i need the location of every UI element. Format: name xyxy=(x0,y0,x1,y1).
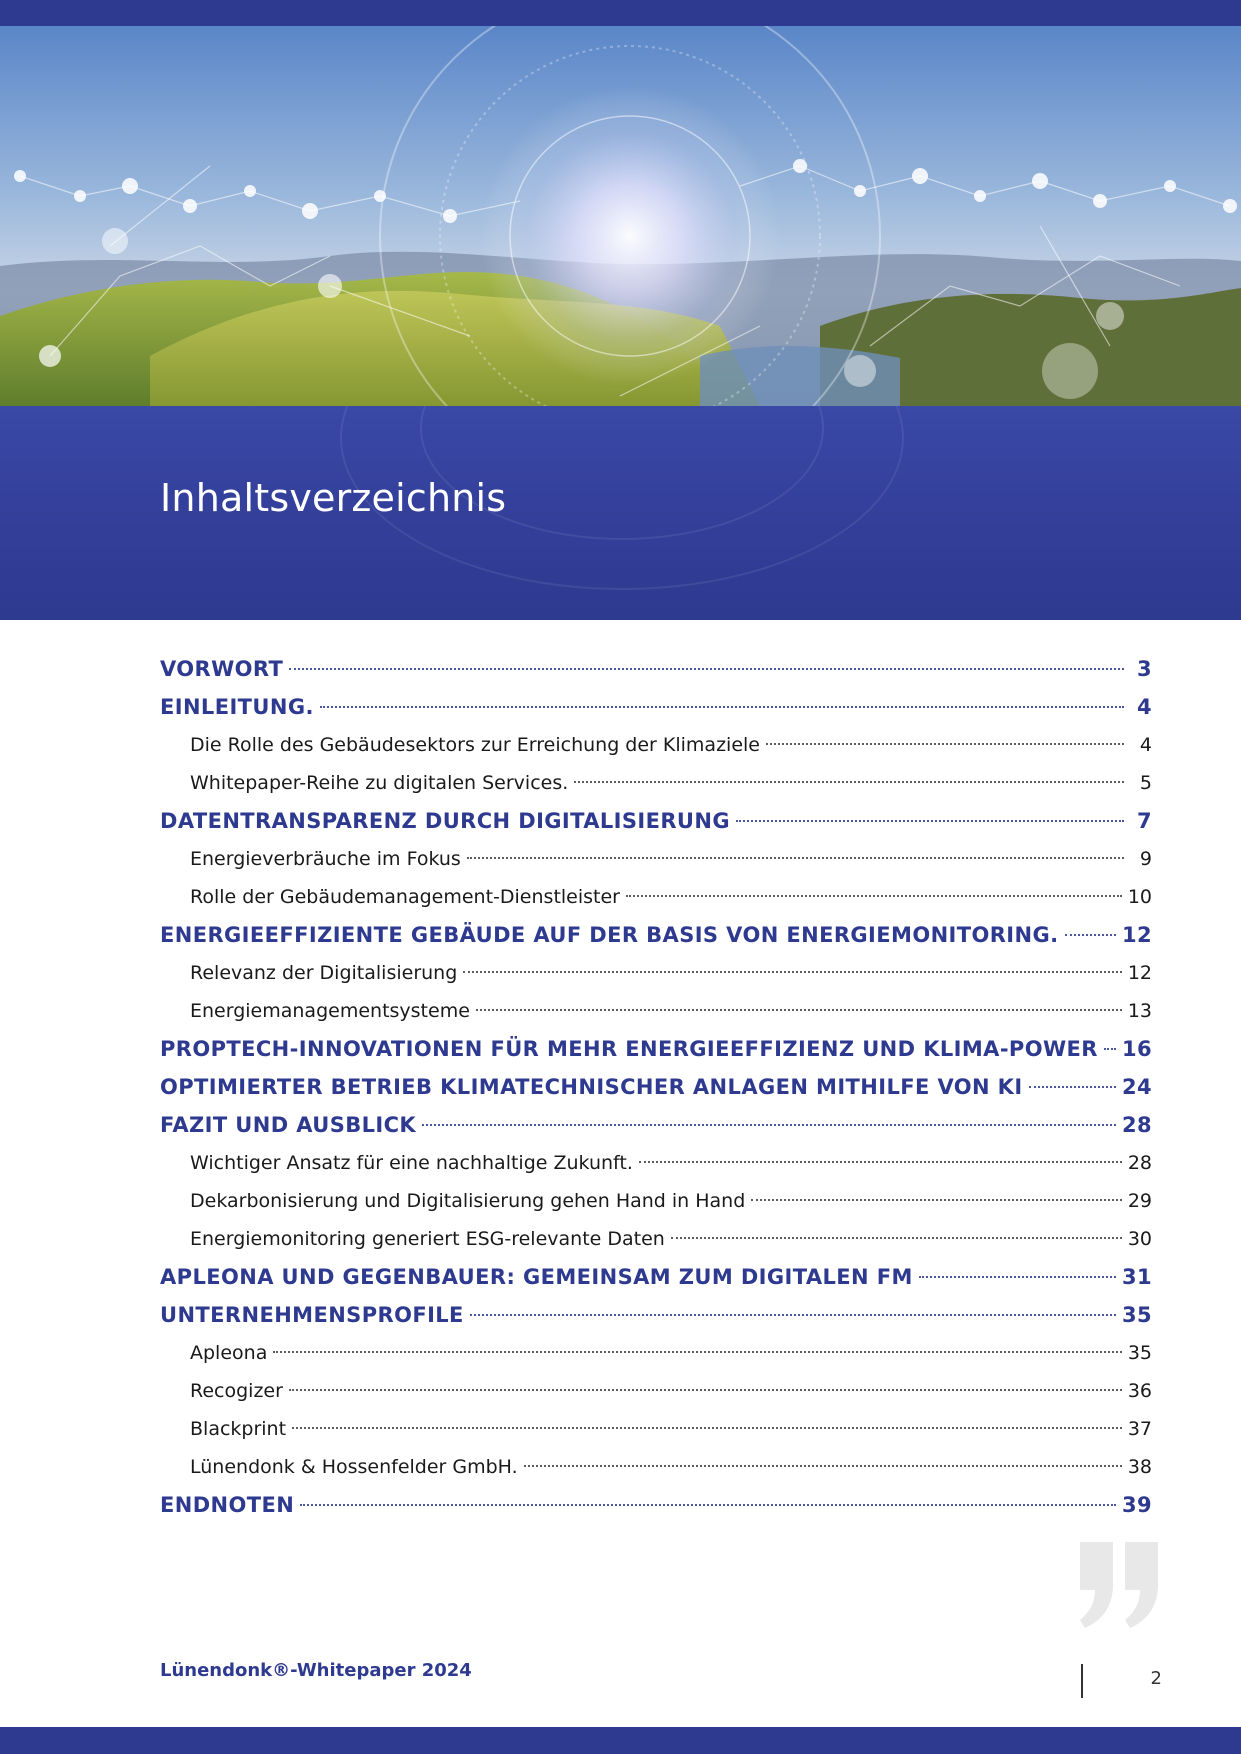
toc-chapter-entry[interactable] xyxy=(160,1258,1152,1296)
toc-chapter-entry[interactable] xyxy=(160,1030,1152,1068)
bottom-brand-bar xyxy=(0,1727,1241,1754)
toc-chapter-entry[interactable] xyxy=(160,1106,1152,1144)
toc-entry-page: 39 xyxy=(1121,1493,1152,1517)
table-of-contents xyxy=(160,650,1152,1524)
toc-entry-page: 7 xyxy=(1136,809,1152,833)
toc-entry-page: 12 xyxy=(1127,962,1152,984)
toc-section-entry[interactable] xyxy=(160,1372,1152,1410)
toc-dot-leader xyxy=(751,1199,1122,1201)
toc-entry-page: 28 xyxy=(1121,1113,1152,1137)
toc-dot-leader xyxy=(1104,1048,1116,1050)
toc-dot-leader xyxy=(574,781,1124,783)
toc-entry-page: 3 xyxy=(1136,657,1152,681)
toc-dot-leader xyxy=(470,1314,1116,1316)
title-band xyxy=(0,406,1241,620)
toc-entry-page: 36 xyxy=(1127,1380,1152,1402)
hero-image xyxy=(0,26,1241,406)
toc-entry-page: 35 xyxy=(1127,1342,1152,1364)
toc-entry-page: 16 xyxy=(1121,1037,1152,1061)
toc-entry-page: 13 xyxy=(1127,1000,1152,1022)
toc-dot-leader xyxy=(766,743,1124,745)
toc-chapter-entry[interactable] xyxy=(160,1068,1152,1106)
toc-entry-page: 28 xyxy=(1127,1152,1152,1174)
toc-entry-title: APLEONA UND GEGENBAUER: GEMEINSAM ZUM DIGITALEN FM xyxy=(160,1265,913,1289)
toc-entry-title: Lünendonk & Hossenfelder GmbH. xyxy=(190,1456,518,1478)
toc-entry-page: 24 xyxy=(1121,1075,1152,1099)
toc-entry-page: 37 xyxy=(1127,1418,1152,1440)
toc-entry-title: Blackprint xyxy=(190,1418,287,1440)
toc-dot-leader xyxy=(463,971,1122,973)
toc-dot-leader xyxy=(320,706,1124,708)
toc-dot-leader xyxy=(422,1124,1116,1126)
toc-section-entry[interactable] xyxy=(160,954,1152,992)
toc-chapter-entry[interactable] xyxy=(160,1486,1152,1524)
toc-dot-leader xyxy=(273,1351,1121,1353)
toc-dot-leader xyxy=(919,1276,1116,1278)
toc-dot-leader xyxy=(467,857,1124,859)
toc-section-entry[interactable] xyxy=(160,1144,1152,1182)
toc-entry-title: Apleona xyxy=(190,1342,268,1364)
toc-entry-title: Wichtiger Ansatz für eine nachhaltige Zukunft. xyxy=(190,1152,633,1174)
toc-dot-leader xyxy=(626,895,1122,897)
toc-section-entry[interactable] xyxy=(160,764,1152,802)
toc-entry-title: Recogizer xyxy=(190,1380,283,1402)
toc-dot-leader xyxy=(476,1009,1122,1011)
toc-entry-page: 4 xyxy=(1136,695,1152,719)
toc-chapter-entry[interactable] xyxy=(160,1296,1152,1334)
toc-entry-title: Energieverbräuche im Fokus xyxy=(190,848,461,870)
footer-divider xyxy=(1081,1664,1083,1698)
toc-dot-leader xyxy=(1029,1086,1116,1088)
toc-chapter-entry[interactable] xyxy=(160,916,1152,954)
toc-dot-leader xyxy=(671,1237,1122,1239)
toc-entry-title: Energiemonitoring generiert ESG-relevante Daten xyxy=(190,1228,665,1250)
toc-entry-title: OPTIMIERTER BETRIEB KLIMATECHNISCHER ANLAGEN MITHILFE VON KI xyxy=(160,1075,1023,1099)
toc-entry-page: 31 xyxy=(1121,1265,1152,1289)
toc-section-entry[interactable] xyxy=(160,1182,1152,1220)
toc-section-entry[interactable] xyxy=(160,840,1152,878)
toc-entry-title: Die Rolle des Gebäudesektors zur Erreichung der Klimaziele xyxy=(190,734,760,756)
toc-entry-title: ENERGIEEFFIZIENTE GEBÄUDE AUF DER BASIS VON ENERGIEMONITORING. xyxy=(160,923,1059,947)
toc-entry-title: DATENTRANSPARENZ DURCH DIGITALISIERUNG xyxy=(160,809,730,833)
toc-entry-page: 5 xyxy=(1139,772,1152,794)
footer-publication: Lünendonk®-Whitepaper 2024 xyxy=(160,1660,472,1681)
toc-entry-title: Dekarbonisierung und Digitalisierung gehen Hand in Hand xyxy=(190,1190,746,1212)
quote-mark-icon xyxy=(1075,1540,1165,1630)
toc-dot-leader xyxy=(1065,934,1116,936)
toc-chapter-entry[interactable] xyxy=(160,650,1152,688)
toc-chapter-entry[interactable] xyxy=(160,802,1152,840)
toc-entry-title: EINLEITUNG. xyxy=(160,695,314,719)
toc-entry-page: 12 xyxy=(1121,923,1152,947)
toc-section-entry[interactable] xyxy=(160,1410,1152,1448)
page-number: 2 xyxy=(1150,1668,1162,1689)
toc-entry-title: Whitepaper-Reihe zu digitalen Services. xyxy=(190,772,569,794)
toc-entry-title: Rolle der Gebäudemanagement-Dienstleister xyxy=(190,886,620,908)
toc-entry-page: 4 xyxy=(1139,734,1152,756)
toc-entry-page: 38 xyxy=(1127,1456,1152,1478)
toc-dot-leader xyxy=(289,1389,1122,1391)
toc-dot-leader xyxy=(736,820,1124,822)
toc-entry-title: VORWORT xyxy=(160,657,284,681)
toc-entry-page: 30 xyxy=(1127,1228,1152,1250)
toc-entry-title: FAZIT UND AUSBLICK xyxy=(160,1113,417,1137)
top-brand-bar xyxy=(0,0,1241,26)
toc-entry-title: ENDNOTEN xyxy=(160,1493,295,1517)
toc-entry-title: PROPTECH-INNOVATIONEN FÜR MEHR ENERGIEEFFIZIENZ UND KLIMA-POWER xyxy=(160,1037,1098,1061)
toc-section-entry[interactable] xyxy=(160,992,1152,1030)
toc-dot-leader xyxy=(300,1504,1116,1506)
toc-dot-leader xyxy=(292,1427,1122,1429)
toc-section-entry[interactable] xyxy=(160,726,1152,764)
toc-section-entry[interactable] xyxy=(160,1448,1152,1486)
sustainability-network-image xyxy=(0,26,1241,406)
toc-entry-title: UNTERNEHMENSPROFILE xyxy=(160,1303,464,1327)
toc-section-entry[interactable] xyxy=(160,1334,1152,1372)
toc-dot-leader xyxy=(289,668,1124,670)
toc-dot-leader xyxy=(639,1161,1122,1163)
toc-entry-page: 10 xyxy=(1127,886,1152,908)
toc-entry-page: 9 xyxy=(1139,848,1152,870)
toc-chapter-entry[interactable] xyxy=(160,688,1152,726)
toc-entry-page: 35 xyxy=(1121,1303,1152,1327)
page-title: Inhaltsverzeichnis xyxy=(160,476,507,520)
toc-section-entry[interactable] xyxy=(160,1220,1152,1258)
toc-entry-title: Energiemanagementsysteme xyxy=(190,1000,470,1022)
toc-section-entry[interactable] xyxy=(160,878,1152,916)
toc-entry-page: 29 xyxy=(1127,1190,1152,1212)
toc-entry-title: Relevanz der Digitalisierung xyxy=(190,962,458,984)
toc-dot-leader xyxy=(524,1465,1122,1467)
